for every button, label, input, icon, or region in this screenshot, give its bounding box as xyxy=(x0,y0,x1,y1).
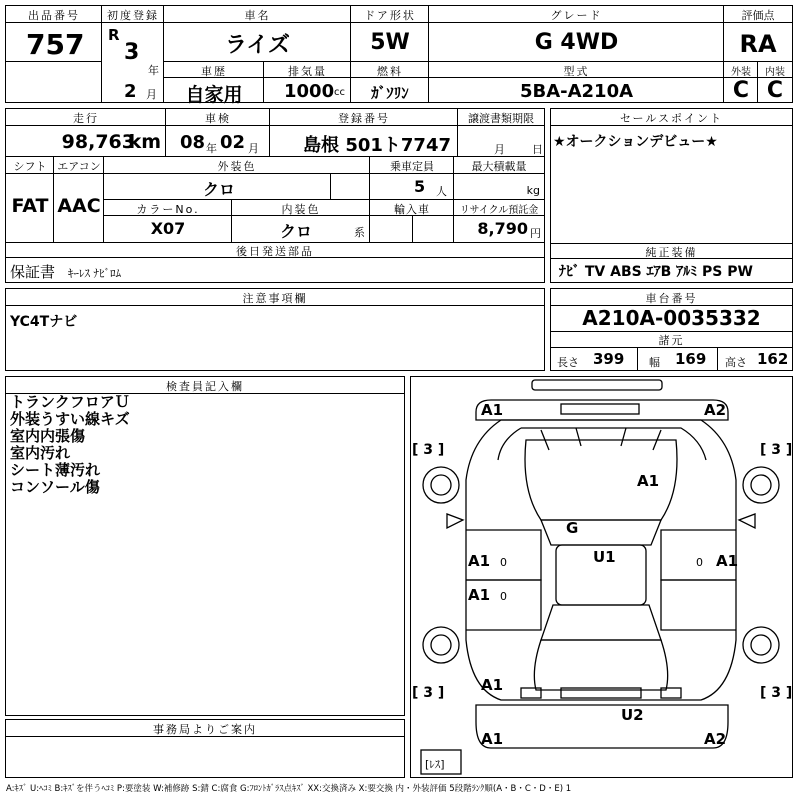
later-parts-main: 保証書 xyxy=(10,263,56,281)
exterior-grade-cell xyxy=(724,62,758,102)
zero-left-rear: 0 xyxy=(500,590,507,603)
chassis-box xyxy=(550,288,793,371)
month-unit: 月 xyxy=(146,88,157,101)
car-diagram xyxy=(411,377,792,777)
history: 自家用 xyxy=(185,84,243,106)
tread-front-left: [ 3 ] xyxy=(412,442,445,458)
mark-right-door: A1 xyxy=(716,552,739,570)
interior-grade-cell xyxy=(758,62,792,102)
specs-label: 諸元 xyxy=(658,334,685,347)
shift-cell xyxy=(6,157,54,243)
recycle-fee: 8,790 xyxy=(477,219,528,238)
inspection-year: 08 xyxy=(180,132,206,153)
later-parts-cell xyxy=(6,243,544,282)
car-name-cell xyxy=(164,6,351,62)
score: RA xyxy=(739,30,777,58)
ac: AAC xyxy=(57,195,101,217)
displacement-label: 排気量 xyxy=(288,65,327,78)
mileage-unit: km xyxy=(128,131,161,153)
mark-rear-bumper-right: A2 xyxy=(704,730,727,748)
mileage-cell xyxy=(6,109,166,157)
door-type: 5W xyxy=(370,30,410,55)
later-parts-items: ｷｰﾚｽ ﾅﾋﾞﾛﾑ xyxy=(68,267,121,280)
inspection-cell xyxy=(166,109,270,157)
mark-left-rear-door: A1 xyxy=(468,586,491,604)
length: 399 xyxy=(593,350,625,368)
inspector-lines xyxy=(10,394,130,496)
sales-point-text: ★オークションデビュー★ xyxy=(553,134,718,150)
model-code-cell xyxy=(429,62,724,102)
zero-left-front: 0 xyxy=(500,556,507,569)
zero-right-front: 0 xyxy=(696,556,703,569)
inspection-label: 車検 xyxy=(205,112,231,125)
fuel: ｶﾞｿﾘﾝ xyxy=(371,84,409,102)
notes-label: 注意事項欄 xyxy=(242,292,308,305)
capacity-cell xyxy=(370,157,454,200)
inspector-line: シート薄汚れ xyxy=(10,461,101,479)
sales-point-label: セールスポイント xyxy=(619,112,723,125)
car-name-label: 車名 xyxy=(244,9,271,22)
mileage: 98,763 xyxy=(61,131,135,153)
notes-box xyxy=(5,288,545,371)
inspection-year-unit: 年 xyxy=(206,142,217,155)
displacement-cell xyxy=(264,62,351,102)
import-cell xyxy=(370,200,454,243)
color-number-cell xyxy=(104,200,232,243)
interior-color-suffix: 系 xyxy=(354,226,365,239)
year-unit: 年 xyxy=(148,64,159,77)
height: 162 xyxy=(757,350,789,368)
length-label: 長さ xyxy=(557,356,579,369)
door-type-cell xyxy=(351,6,429,62)
exterior-grade: C xyxy=(732,78,750,103)
chassis-label: 車台番号 xyxy=(645,292,698,305)
details-section xyxy=(5,108,545,283)
mark-trunk: U2 xyxy=(621,706,644,724)
first-registration-label: 初度登録 xyxy=(107,9,159,22)
header-section xyxy=(5,5,793,106)
score-label: 評価点 xyxy=(741,9,775,22)
inspector-label: 検査員記入欄 xyxy=(166,380,244,393)
transfer-month-unit: 月 xyxy=(494,143,505,156)
inspector-line: 外装うすい線キズ xyxy=(10,410,130,428)
plate-number: 島根 501ト7747 xyxy=(303,135,451,156)
car-diagram-box xyxy=(410,376,793,778)
width: 169 xyxy=(675,350,707,368)
tread-rear-left: [ 3 ] xyxy=(412,685,445,701)
era: R xyxy=(108,26,120,44)
model-code-label: 型式 xyxy=(563,65,590,78)
interior-color-label: 内装色 xyxy=(281,203,321,216)
sales-point-box xyxy=(550,108,793,283)
shift-label: シフト xyxy=(13,160,47,173)
registration-year: 3 xyxy=(124,40,140,65)
chassis-number: A210A-0035332 xyxy=(582,306,761,330)
transfer-day-unit: 日 xyxy=(532,143,543,156)
inspector-line: 室内汚れ xyxy=(10,444,71,462)
capacity-label: 乗車定員 xyxy=(390,160,434,173)
door-type-label: ドア形状 xyxy=(364,9,416,22)
grade: G 4WD xyxy=(534,30,619,55)
max-load-label: 最大積載量 xyxy=(471,160,527,173)
shift: FAT xyxy=(11,195,49,217)
exterior-color: クロ xyxy=(202,180,235,199)
exterior-color-cell xyxy=(104,157,370,200)
height-label: 高さ xyxy=(725,356,747,369)
tread-front-right: [ 3 ] xyxy=(760,442,792,458)
interior-grade: C xyxy=(766,78,784,103)
exterior-grade-label: 外装 xyxy=(731,67,751,78)
mileage-label: 走行 xyxy=(73,112,99,125)
mark-rear-bumper-left: A1 xyxy=(481,730,504,748)
interior-grade-label: 内装 xyxy=(765,67,785,78)
mark-roof: U1 xyxy=(593,548,616,566)
inspection-month-unit: 月 xyxy=(248,142,259,155)
color-number-label: カラーNo. xyxy=(136,203,200,216)
registration-month: 2 xyxy=(124,81,137,102)
model-code: 5BA-A210A xyxy=(519,81,634,102)
car-name: ライズ xyxy=(224,33,291,58)
fuel-cell xyxy=(351,62,429,102)
score-cell xyxy=(724,6,792,62)
inspection-month: 02 xyxy=(220,132,246,153)
max-load-cell xyxy=(454,157,544,200)
lot-number: 757 xyxy=(26,28,85,61)
notes-text: YC4Tナビ xyxy=(10,314,78,330)
mark-left-front-door: A1 xyxy=(468,552,491,570)
tread-rear-right: [ 3 ] xyxy=(760,685,792,701)
ac-label: エアコン xyxy=(57,160,101,173)
lot-number-label: 出品番号 xyxy=(28,9,80,22)
mark-rear-left: A1 xyxy=(481,676,504,694)
import-label: 輸入車 xyxy=(394,203,430,216)
mark-hood: A1 xyxy=(637,472,660,490)
grade-label: グレード xyxy=(550,9,603,22)
genuine-equipment: ﾅﾋﾞ TV ABS ｴｱB ｱﾙﾐ PS PW xyxy=(559,264,753,280)
displacement: 1000 xyxy=(284,81,335,102)
plate-label: 登録番号 xyxy=(338,112,390,125)
interior-color: クロ xyxy=(279,222,312,241)
office-box xyxy=(5,719,405,778)
mark-front-left: A1 xyxy=(481,401,504,419)
capacity: 5 xyxy=(414,177,426,196)
max-load-unit: kg xyxy=(526,184,540,197)
history-label: 車歴 xyxy=(201,65,227,78)
width-label: 幅 xyxy=(649,356,660,369)
spare-tire: [ﾚｽ] xyxy=(425,758,445,771)
later-parts-label: 後日発送部品 xyxy=(236,245,314,258)
inspector-line: 室内内張傷 xyxy=(10,427,86,445)
legend: A:ｷｽﾞ U:ﾍｺﾐ B:ｷｽﾞを伴うﾍｺﾐ P:要塗装 W:補修跡 S:錆 C:腐食 G:ﾌﾛﾝﾄｶﾞﾗｽ点ｷｽﾞ XX:交換済み X:要交換 内・外装評価 5段階ﾗﾝｸ順(A・B・C・D・E) 1 xyxy=(6,784,572,794)
office-label: 事務局よりご案内 xyxy=(153,723,257,736)
mark-windshield: G xyxy=(566,519,579,537)
capacity-unit: 人 xyxy=(436,185,447,198)
inspector-box xyxy=(5,376,405,716)
plate-cell xyxy=(270,109,458,157)
transfer-deadline-cell xyxy=(458,109,544,157)
lot-number-cell xyxy=(6,6,102,102)
recycle-cell xyxy=(454,200,544,243)
displacement-unit: cc xyxy=(334,87,345,98)
first-registration-cell xyxy=(102,6,164,102)
ac-cell xyxy=(54,157,104,243)
exterior-color-label: 外装色 xyxy=(217,160,257,173)
inspector-line: コンソール傷 xyxy=(10,478,100,496)
genuine-equipment-label: 純正装備 xyxy=(645,246,698,259)
fuel-label: 燃料 xyxy=(377,65,403,78)
recycle-label: リサイクル預託金 xyxy=(459,205,539,216)
grade-cell xyxy=(429,6,724,62)
mark-front-right: A2 xyxy=(704,401,727,419)
color-number: X07 xyxy=(150,219,186,238)
transfer-deadline-label: 譲渡書類期限 xyxy=(468,112,534,125)
history-cell xyxy=(164,62,264,106)
inspector-line: トランクフロアＵ xyxy=(10,393,130,411)
interior-color-cell xyxy=(232,200,370,243)
recycle-unit: 円 xyxy=(530,227,541,240)
